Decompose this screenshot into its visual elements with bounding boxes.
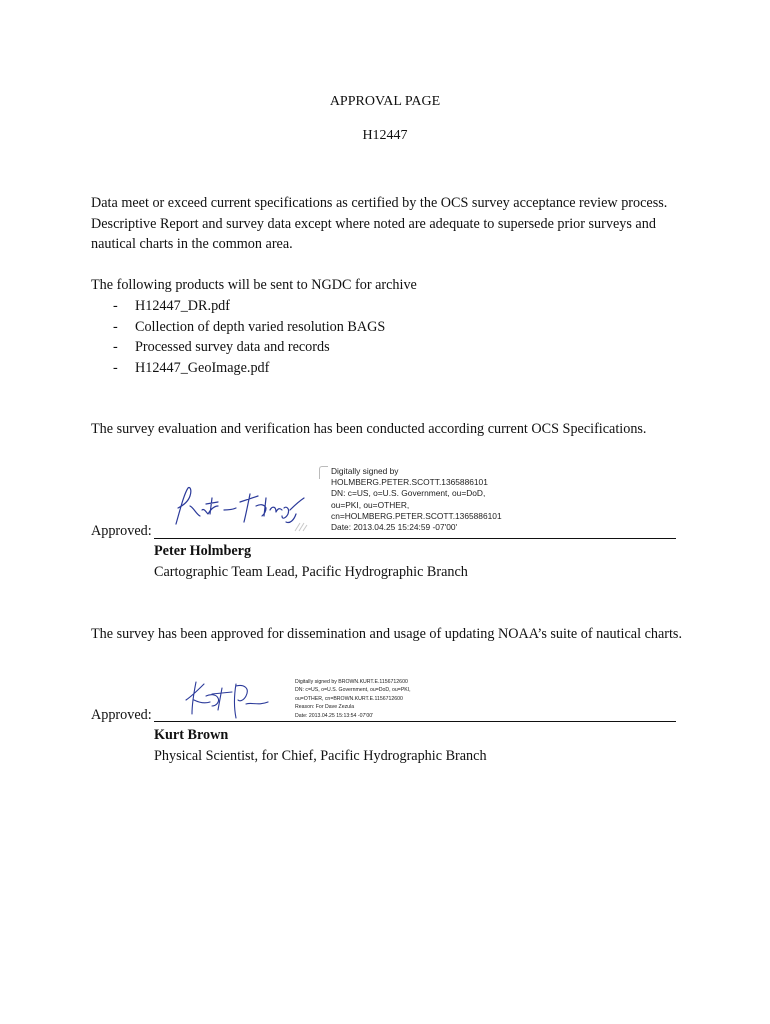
list-bullet: - — [113, 359, 118, 376]
products-list — [91, 296, 385, 378]
approver-title: Cartographic Team Lead, Pacific Hydrographic Branch — [154, 564, 468, 580]
products-heading: The following products will be sent to NGDC for archive — [91, 277, 417, 293]
registry-number: H12447 — [362, 128, 408, 143]
approved-label: Approved: — [91, 707, 152, 723]
digital-signature-line: Date: 2013.04.25 15:24:59 -07'00' — [331, 522, 458, 533]
list-item — [91, 337, 385, 358]
digital-signature-line: Reason: For Dave Zezula — [295, 704, 355, 711]
list-bullet: - — [113, 298, 118, 314]
digital-signature-line: Digitally signed by — [331, 466, 399, 476]
signature-seal-mark — [319, 466, 328, 479]
digital-signature-line: cn=HOLMBERG.PETER.SCOTT.1365886101 — [331, 510, 502, 521]
digital-signature-line: Date: 2013.04.25 15:13:54 -07'00' — [295, 712, 374, 719]
list-item — [91, 296, 385, 317]
digital-signature-line: ou=OTHER, cn=BROWN.KURT.E.1156712600 — [295, 695, 403, 702]
list-item — [91, 358, 385, 379]
list-bullet: - — [113, 318, 118, 335]
digital-signature-line: DN: c=US, o=U.S. Government, ou=DoD, ou=PKI, — [295, 687, 411, 694]
signature-line — [154, 721, 676, 722]
digital-signature-line: HOLMBERG.PETER.SCOTT.1365886101 — [331, 477, 488, 488]
product-name: H12447_GeoImage.pdf — [135, 359, 270, 376]
product-name: Processed survey data and records — [135, 339, 330, 355]
digital-signature-block-brown — [295, 678, 411, 720]
intro-paragraph: Data meet or exceed current specifications as certified by the OCS survey acceptance review process. Descriptive Report and survey data except where noted are adequate to supersede prior surveys and nautical charts in the common area. — [91, 195, 668, 252]
approver-name: Kurt Brown — [154, 727, 229, 743]
signature-line — [154, 538, 676, 539]
product-name: Collection of depth varied resolution BAGS — [135, 318, 386, 335]
page-title: APPROVAL PAGE — [329, 94, 441, 109]
handwritten-signature-brown — [182, 676, 274, 720]
evaluation-paragraph: The survey evaluation and verification has been conducted according current OCS Specifications. — [91, 421, 647, 437]
digital-signature-line: DN: c=US, o=U.S. Government, ou=DoD, — [331, 488, 486, 499]
digital-signature-block-holmberg — [331, 466, 502, 533]
approver-name: Peter Holmberg — [154, 543, 252, 559]
list-bullet: - — [113, 339, 118, 355]
product-name: H12447_DR.pdf — [135, 298, 230, 314]
digital-signature-line: ou=PKI, ou=OTHER, — [331, 499, 410, 510]
dissemination-paragraph: The survey has been approved for dissemination and usage of updating NOAA’s suite of nautical charts. — [91, 626, 682, 642]
list-item — [91, 317, 385, 338]
signature-hatch-mark — [294, 522, 308, 532]
approver-title: Physical Scientist, for Chief, Pacific Hydrographic Branch — [154, 748, 487, 764]
approved-label: Approved: — [91, 523, 152, 539]
digital-signature-line: Digitally signed by BROWN.KURT.E.1156712600 — [295, 679, 408, 685]
